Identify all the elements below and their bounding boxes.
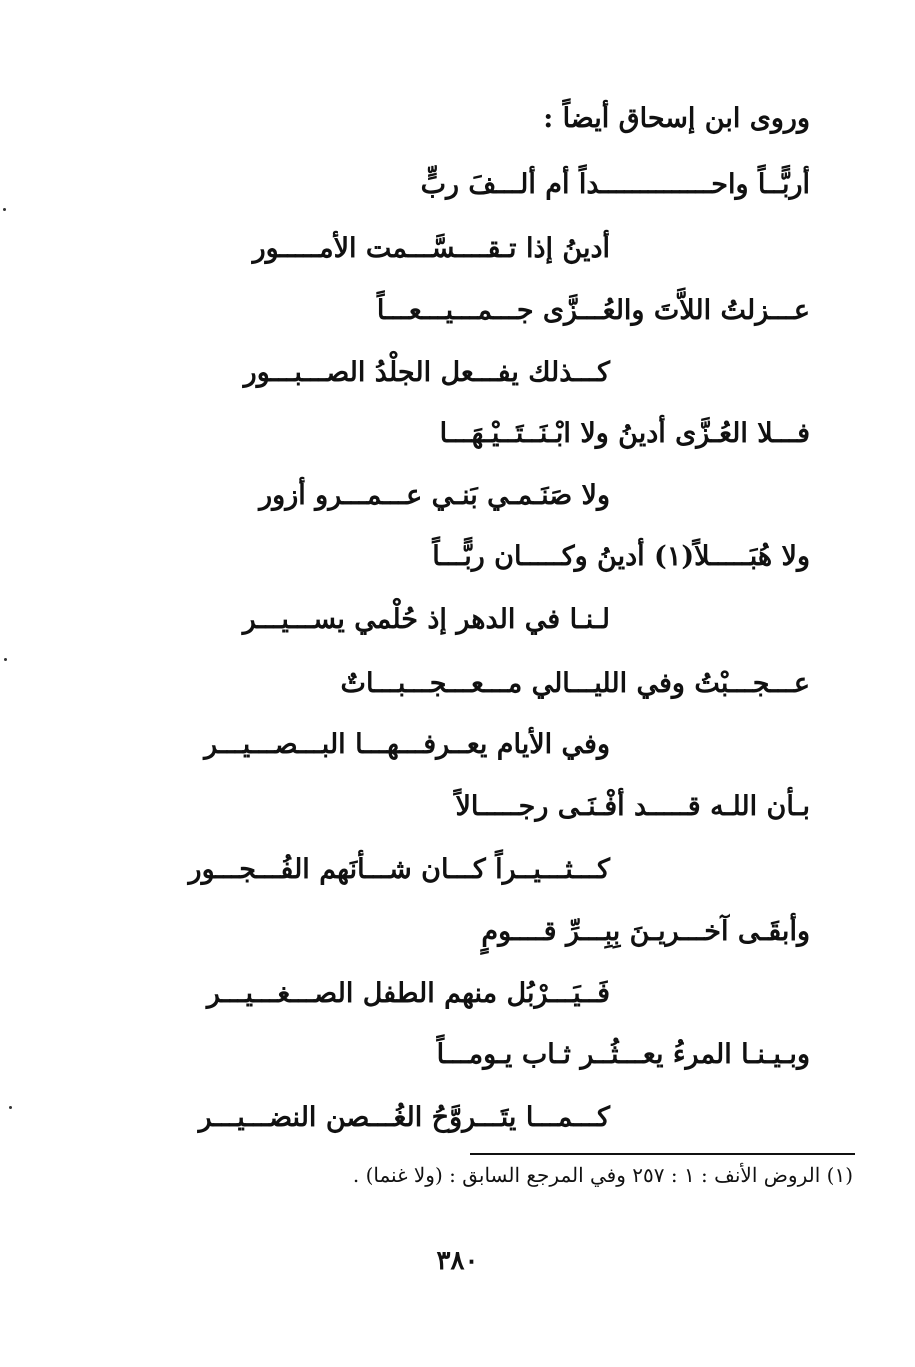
verse-4-second-hemistich: لـنـا في الدهر إذ حُلْمي يســـيـــر [242, 604, 610, 635]
scan-speck [4, 658, 7, 661]
verse-5-first-hemistich: عـــجـــبْتُ وفي الليـــالي مـــعـــجـــبـــاتٌ [340, 668, 810, 699]
verse-7-first-hemistich: وأبقَـى آخـــريـنَ بِبِـــرِّ قــــومٍ [481, 916, 810, 947]
verse-2-first-hemistich: عـــزلتُ اللاَّتَ والعُـــزَّى جـــمـــيـــعـــاً [376, 295, 810, 326]
verse-3-first-hemistich: فـــلا العُـزَّى أدينُ ولا ابْـنَــتَــيْـهَـــا [439, 418, 810, 449]
verse-7-second-hemistich: فَــيَـــرْبُل منهم الطفل الصـــغـــيـــر [206, 978, 610, 1009]
footnote: (١) الروض الأنف : ١ : ٢٥٧ وفي المرجع السابق : (ولا غنما) . [352, 1163, 853, 1187]
verse-5-second-hemistich: وفي الأيام يعــرفـــهـــا البـــصـــيـــر [204, 729, 610, 760]
verse-3-second-hemistich: ولا صَنَـمـي بَنـي عـــمـــرو أزور [259, 480, 610, 511]
verse-4-first-hemistich: ولا هُبَـــــلاً(١) أدينُ وكـــــان ربًّـــاً [432, 541, 810, 572]
footnote-divider [470, 1153, 855, 1155]
verse-6-second-hemistich: كـــثـــيــراً كـــان شـــأنَهم الفُـــجـــور [188, 854, 610, 885]
verse-1-first-hemistich: أربًّــاً واحــــــــــــــداً أم ألـــفَ ربٍّ [420, 169, 810, 200]
verse-8-first-hemistich: وبـيـنـا المرءُ يعـــثُــر ثـاب يـومـــاً [436, 1039, 810, 1070]
verse-8-second-hemistich: كـــمـــا يتَـــروَّحُ الغُـــصن النضـــيـــر [198, 1102, 610, 1133]
verse-6-first-hemistich: بـأن اللـه قـــــد أفْـنَـى رجـــــالاً [455, 791, 810, 822]
verse-1-second-hemistich: أدينُ إذا تـقــــسَّـــمت الأمـــــور [252, 233, 610, 264]
intro-line: وروى ابن إسحاق أيضاً : [543, 103, 810, 134]
scan-speck [9, 1106, 12, 1109]
scan-speck [3, 208, 6, 211]
verse-2-second-hemistich: كـــذلك يفـــعل الجلْدُ الصـــبـــور [243, 357, 610, 388]
page-number: ٣٨٠ [436, 1246, 479, 1276]
